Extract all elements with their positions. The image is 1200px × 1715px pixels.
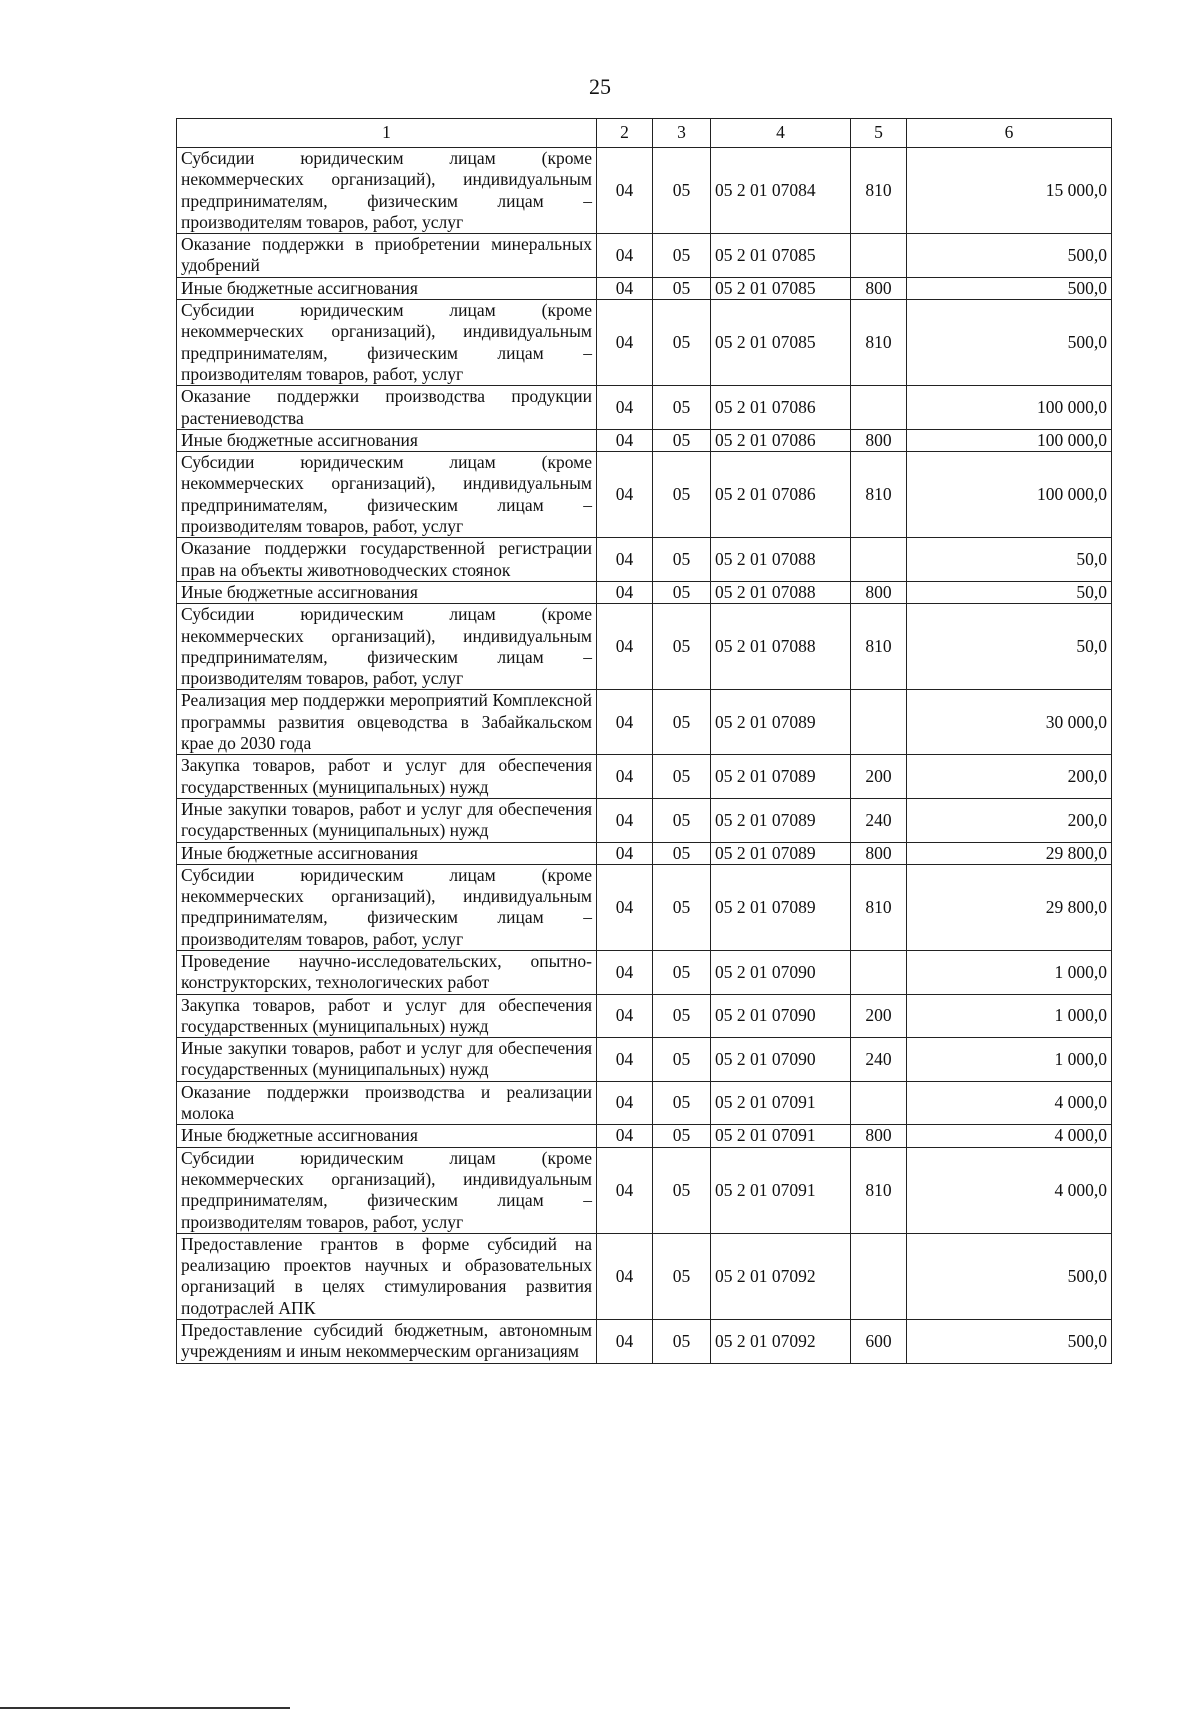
table-row [177, 1081, 1112, 1125]
row-expense-type: 240 [851, 1038, 907, 1082]
row-subsection-code: 05 [653, 604, 711, 690]
row-expense-type: 810 [851, 1147, 907, 1233]
row-section-code: 04 [597, 690, 653, 755]
table-row [177, 277, 1112, 299]
row-target-article: 05 2 01 07091 [711, 1125, 851, 1147]
table-row [177, 452, 1112, 538]
row-expense-type: 810 [851, 452, 907, 538]
table-row [177, 864, 1112, 950]
row-description: Субсидии юридическим лицам (кроме некоммерческих организаций), индивидуальным предпринимателям, физическим лицам – производителям товаров, работ, услуг [177, 1147, 597, 1233]
row-expense-type: 800 [851, 842, 907, 864]
row-amount: 500,0 [907, 1320, 1112, 1364]
row-subsection-code: 05 [653, 1038, 711, 1082]
row-description: Оказание поддержки производства и реализации молока [177, 1081, 597, 1125]
row-description: Иные бюджетные ассигнования [177, 429, 597, 451]
row-subsection-code: 05 [653, 1125, 711, 1147]
header-col-1: 1 [177, 119, 597, 148]
row-amount: 4 000,0 [907, 1147, 1112, 1233]
row-description: Иные закупки товаров, работ и услуг для обеспечения государственных (муниципальных) нужд [177, 1038, 597, 1082]
row-amount: 1 000,0 [907, 1038, 1112, 1082]
row-description: Иные бюджетные ассигнования [177, 581, 597, 603]
row-section-code: 04 [597, 277, 653, 299]
row-target-article: 05 2 01 07091 [711, 1081, 851, 1125]
row-description: Проведение научно-исследовательских, опытно-конструкторских, технологических работ [177, 950, 597, 994]
table-row [177, 950, 1112, 994]
row-section-code: 04 [597, 798, 653, 842]
table-row [177, 386, 1112, 430]
row-target-article: 05 2 01 07089 [711, 864, 851, 950]
row-expense-type [851, 1081, 907, 1125]
row-description: Закупка товаров, работ и услуг для обеспечения государственных (муниципальных) нужд [177, 755, 597, 799]
page-number: 25 [589, 74, 611, 99]
row-target-article: 05 2 01 07088 [711, 604, 851, 690]
row-description: Иные бюджетные ассигнования [177, 1125, 597, 1147]
row-subsection-code: 05 [653, 994, 711, 1038]
row-expense-type [851, 234, 907, 278]
row-target-article: 05 2 01 07089 [711, 690, 851, 755]
row-section-code: 04 [597, 950, 653, 994]
table-row [177, 994, 1112, 1038]
table-row [177, 234, 1112, 278]
row-amount: 30 000,0 [907, 690, 1112, 755]
row-expense-type: 810 [851, 864, 907, 950]
row-amount: 29 800,0 [907, 864, 1112, 950]
row-target-article: 05 2 01 07085 [711, 234, 851, 278]
table-body [177, 148, 1112, 1364]
row-section-code: 04 [597, 842, 653, 864]
row-amount: 500,0 [907, 300, 1112, 386]
row-target-article: 05 2 01 07092 [711, 1233, 851, 1319]
row-description: Субсидии юридическим лицам (кроме некоммерческих организаций), индивидуальным предпринимателям, физическим лицам – производителям товаров, работ, услуг [177, 452, 597, 538]
row-subsection-code: 05 [653, 452, 711, 538]
row-description: Оказание поддержки производства продукции растениеводства [177, 386, 597, 430]
row-subsection-code: 05 [653, 864, 711, 950]
row-subsection-code: 05 [653, 277, 711, 299]
row-subsection-code: 05 [653, 1147, 711, 1233]
row-description: Оказание поддержки в приобретении минеральных удобрений [177, 234, 597, 278]
row-amount: 500,0 [907, 1233, 1112, 1319]
row-subsection-code: 05 [653, 1081, 711, 1125]
row-section-code: 04 [597, 1147, 653, 1233]
row-amount: 500,0 [907, 277, 1112, 299]
row-description: Иные закупки товаров, работ и услуг для обеспечения государственных (муниципальных) нужд [177, 798, 597, 842]
row-target-article: 05 2 01 07089 [711, 798, 851, 842]
row-expense-type [851, 538, 907, 582]
row-subsection-code: 05 [653, 429, 711, 451]
row-description: Реализация мер поддержки мероприятий Комплексной программы развития овцеводства в Забайкальском крае до 2030 года [177, 690, 597, 755]
row-description: Оказание поддержки государственной регистрации прав на объекты животноводческих стоянок [177, 538, 597, 582]
row-amount: 100 000,0 [907, 429, 1112, 451]
row-expense-type: 800 [851, 1125, 907, 1147]
row-target-article: 05 2 01 07088 [711, 581, 851, 603]
row-subsection-code: 05 [653, 798, 711, 842]
row-section-code: 04 [597, 1233, 653, 1319]
row-amount: 500,0 [907, 234, 1112, 278]
row-description: Предоставление грантов в форме субсидий на реализацию проектов научных и образовательных организаций в целях стимулирования развития подотраслей АПК [177, 1233, 597, 1319]
table-row [177, 755, 1112, 799]
row-subsection-code: 05 [653, 148, 711, 234]
row-expense-type [851, 690, 907, 755]
row-expense-type: 800 [851, 277, 907, 299]
budget-table [176, 118, 1112, 1364]
row-amount: 50,0 [907, 581, 1112, 603]
table-row [177, 1233, 1112, 1319]
row-description: Иные бюджетные ассигнования [177, 842, 597, 864]
row-expense-type: 600 [851, 1320, 907, 1364]
row-target-article: 05 2 01 07090 [711, 994, 851, 1038]
row-section-code: 04 [597, 864, 653, 950]
row-amount: 4 000,0 [907, 1125, 1112, 1147]
row-expense-type: 800 [851, 429, 907, 451]
row-subsection-code: 05 [653, 234, 711, 278]
table-header [177, 119, 1112, 148]
row-target-article: 05 2 01 07090 [711, 1038, 851, 1082]
row-subsection-code: 05 [653, 842, 711, 864]
table-row [177, 538, 1112, 582]
row-expense-type [851, 1233, 907, 1319]
row-description: Субсидии юридическим лицам (кроме некоммерческих организаций), индивидуальным предпринимателям, физическим лицам – производителям товаров, работ, услуг [177, 300, 597, 386]
table-row [177, 1125, 1112, 1147]
row-subsection-code: 05 [653, 690, 711, 755]
row-amount: 29 800,0 [907, 842, 1112, 864]
row-target-article: 05 2 01 07090 [711, 950, 851, 994]
row-section-code: 04 [597, 386, 653, 430]
row-target-article: 05 2 01 07086 [711, 452, 851, 538]
row-target-article: 05 2 01 07092 [711, 1320, 851, 1364]
row-subsection-code: 05 [653, 581, 711, 603]
table-row [177, 1038, 1112, 1082]
row-section-code: 04 [597, 1125, 653, 1147]
row-section-code: 04 [597, 604, 653, 690]
table-row [177, 300, 1112, 386]
row-section-code: 04 [597, 538, 653, 582]
row-target-article: 05 2 01 07086 [711, 386, 851, 430]
table-row [177, 148, 1112, 234]
row-amount: 1 000,0 [907, 994, 1112, 1038]
row-section-code: 04 [597, 755, 653, 799]
row-description: Субсидии юридическим лицам (кроме некоммерческих организаций), индивидуальным предпринимателям, физическим лицам – производителям товаров, работ, услуг [177, 604, 597, 690]
table-row [177, 1147, 1112, 1233]
row-section-code: 04 [597, 1081, 653, 1125]
row-expense-type [851, 950, 907, 994]
header-col-6: 6 [907, 119, 1112, 148]
row-amount: 4 000,0 [907, 1081, 1112, 1125]
header-row [177, 119, 1112, 148]
row-target-article: 05 2 01 07086 [711, 429, 851, 451]
row-section-code: 04 [597, 452, 653, 538]
table-row [177, 798, 1112, 842]
row-target-article: 05 2 01 07089 [711, 755, 851, 799]
row-subsection-code: 05 [653, 950, 711, 994]
table-row [177, 429, 1112, 451]
row-section-code: 04 [597, 429, 653, 451]
row-expense-type: 810 [851, 300, 907, 386]
row-expense-type: 800 [851, 581, 907, 603]
row-subsection-code: 05 [653, 1320, 711, 1364]
table-row [177, 690, 1112, 755]
row-expense-type: 240 [851, 798, 907, 842]
table-row [177, 842, 1112, 864]
row-section-code: 04 [597, 1320, 653, 1364]
table-row [177, 581, 1112, 603]
row-description: Иные бюджетные ассигнования [177, 277, 597, 299]
row-target-article: 05 2 01 07089 [711, 842, 851, 864]
row-amount: 50,0 [907, 538, 1112, 582]
row-section-code: 04 [597, 148, 653, 234]
row-section-code: 04 [597, 234, 653, 278]
row-section-code: 04 [597, 300, 653, 386]
row-expense-type: 810 [851, 148, 907, 234]
row-subsection-code: 05 [653, 538, 711, 582]
row-description: Закупка товаров, работ и услуг для обеспечения государственных (муниципальных) нужд [177, 994, 597, 1038]
row-expense-type: 200 [851, 994, 907, 1038]
row-expense-type [851, 386, 907, 430]
header-col-2: 2 [597, 119, 653, 148]
row-section-code: 04 [597, 581, 653, 603]
scan-edge-line [0, 1707, 290, 1709]
row-amount: 200,0 [907, 798, 1112, 842]
row-target-article: 05 2 01 07085 [711, 277, 851, 299]
row-amount: 1 000,0 [907, 950, 1112, 994]
row-description: Субсидии юридическим лицам (кроме некоммерческих организаций), индивидуальным предпринимателям, физическим лицам – производителям товаров, работ, услуг [177, 148, 597, 234]
row-subsection-code: 05 [653, 755, 711, 799]
row-target-article: 05 2 01 07088 [711, 538, 851, 582]
row-amount: 100 000,0 [907, 452, 1112, 538]
row-expense-type: 810 [851, 604, 907, 690]
row-subsection-code: 05 [653, 300, 711, 386]
table-row [177, 604, 1112, 690]
row-expense-type: 200 [851, 755, 907, 799]
row-subsection-code: 05 [653, 1233, 711, 1319]
row-amount: 50,0 [907, 604, 1112, 690]
row-target-article: 05 2 01 07084 [711, 148, 851, 234]
row-amount: 200,0 [907, 755, 1112, 799]
row-section-code: 04 [597, 994, 653, 1038]
row-section-code: 04 [597, 1038, 653, 1082]
row-amount: 100 000,0 [907, 386, 1112, 430]
row-subsection-code: 05 [653, 386, 711, 430]
header-col-5: 5 [851, 119, 907, 148]
header-col-3: 3 [653, 119, 711, 148]
table-row [177, 1320, 1112, 1364]
row-description: Субсидии юридическим лицам (кроме некоммерческих организаций), индивидуальным предпринимателям, физическим лицам – производителям товаров, работ, услуг [177, 864, 597, 950]
row-description: Предоставление субсидий бюджетным, автономным учреждениям и иным некоммерческим организациям [177, 1320, 597, 1364]
header-col-4: 4 [711, 119, 851, 148]
row-target-article: 05 2 01 07091 [711, 1147, 851, 1233]
row-target-article: 05 2 01 07085 [711, 300, 851, 386]
row-amount: 15 000,0 [907, 148, 1112, 234]
